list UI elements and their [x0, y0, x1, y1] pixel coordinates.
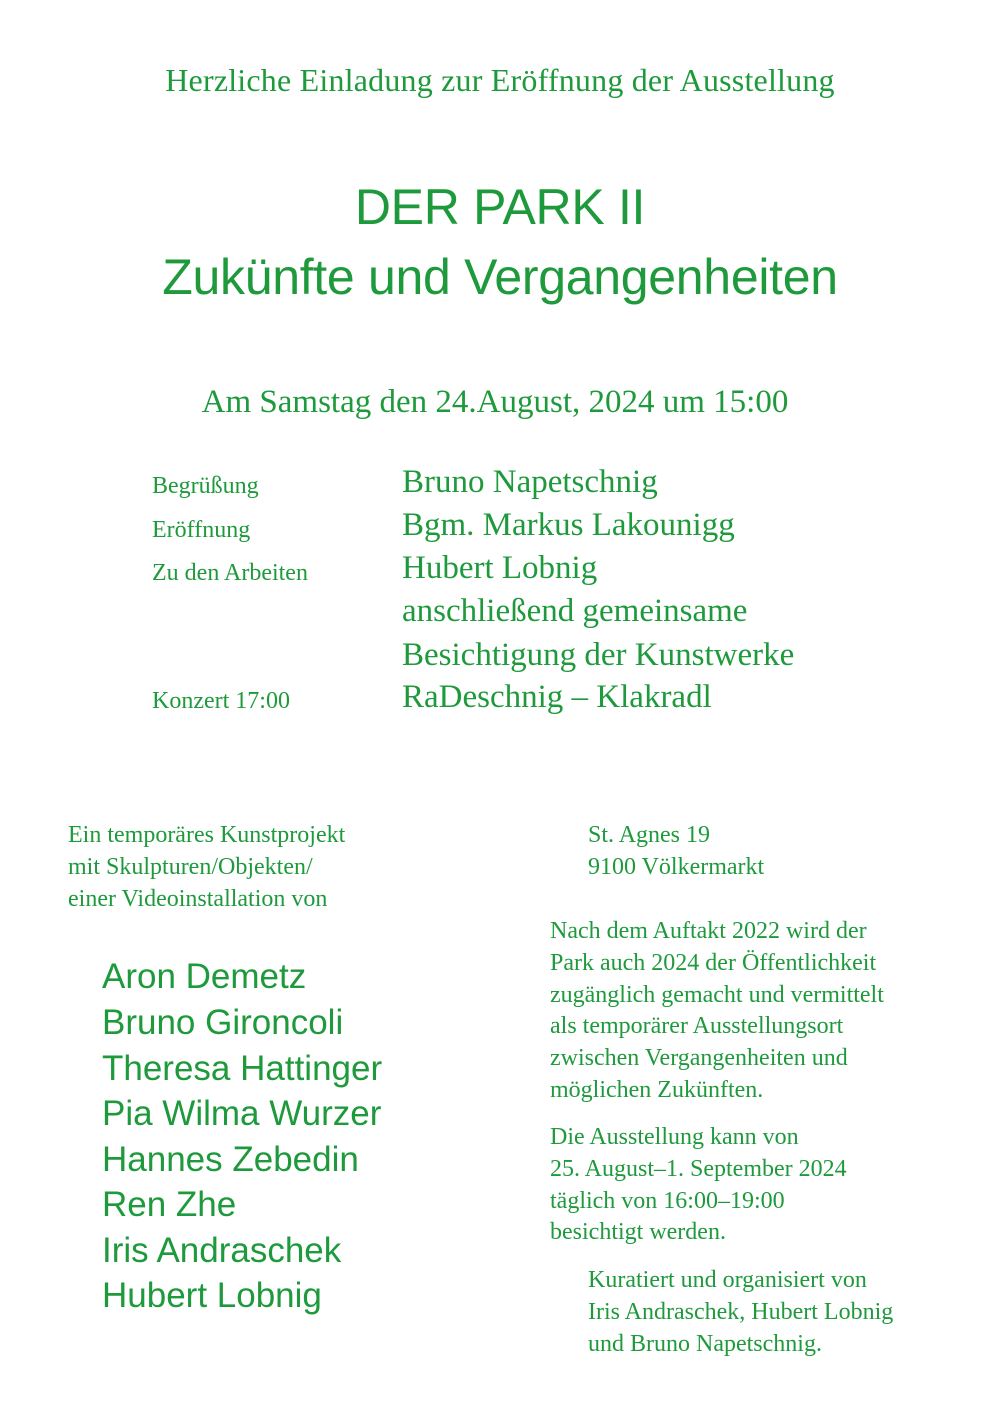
artist-name: Hannes Zebedin [102, 1140, 359, 1179]
description-line: Park auch 2024 der Öffentlichkeit [550, 950, 877, 976]
program-value: Hubert Lobnig [402, 550, 598, 586]
credit-line: und Bruno Napetschnig. [588, 1331, 822, 1357]
hours-line: besichtigt werden. [550, 1219, 726, 1245]
exhibition-title: DER PARK II [354, 179, 646, 235]
opening-date: Am Samstag den 24.August, 2024 um 15:00 [201, 384, 789, 420]
program-value: Bgm. Markus Lakounigg [402, 507, 735, 543]
credit-line: Iris Andraschek, Hubert Lobnig [588, 1299, 894, 1325]
intro-line: Ein temporäres Kunstprojekt [68, 822, 346, 848]
credit-line: Kuratiert und organisiert von [588, 1267, 867, 1293]
hours-line: 25. August–1. September 2024 [550, 1156, 847, 1182]
program-label: Zu den Arbeiten [152, 560, 308, 586]
program-value: Bruno Napetschnig [402, 464, 658, 500]
description-line: zwischen Vergangenheiten und [550, 1045, 848, 1071]
artist-name: Theresa Hattinger [102, 1049, 383, 1088]
program-label: Eröffnung [152, 517, 251, 543]
artist-name: Bruno Gironcoli [102, 1003, 344, 1042]
program-label: Begrüßung [152, 473, 259, 499]
description-line: zugänglich gemacht und vermittelt [550, 982, 884, 1008]
artist-name: Aron Demetz [102, 957, 307, 996]
description-line: Nach dem Auftakt 2022 wird der [550, 918, 867, 944]
hours-line: täglich von 16:00–19:00 [550, 1188, 785, 1214]
intro-line: mit Skulpturen/Objekten/ [68, 854, 313, 880]
artist-name: Iris Andraschek [102, 1231, 342, 1270]
program-value: Besichtigung der Kunstwerke [402, 637, 795, 673]
hours-line: Die Ausstellung kann von [550, 1124, 799, 1150]
description-line: möglichen Zukünften. [550, 1077, 764, 1103]
intro-line: einer Videoinstallation von [68, 886, 328, 912]
artist-name: Hubert Lobnig [102, 1276, 322, 1315]
program-value: anschließend gemeinsame [402, 593, 748, 629]
description-line: als temporärer Ausstellungsort [550, 1013, 844, 1039]
address-line: St. Agnes 19 [588, 822, 711, 848]
exhibition-subtitle: Zukünfte und Vergangenheiten [162, 249, 838, 305]
invitation-heading: Herzliche Einladung zur Eröffnung der Ausstellung [165, 62, 835, 98]
program-label: Konzert 17:00 [152, 688, 290, 714]
artist-name: Ren Zhe [102, 1185, 237, 1224]
artist-name: Pia Wilma Wurzer [102, 1094, 382, 1133]
address-line: 9100 Völkermarkt [588, 854, 765, 880]
program-value: RaDeschnig – Klakradl [402, 679, 712, 715]
